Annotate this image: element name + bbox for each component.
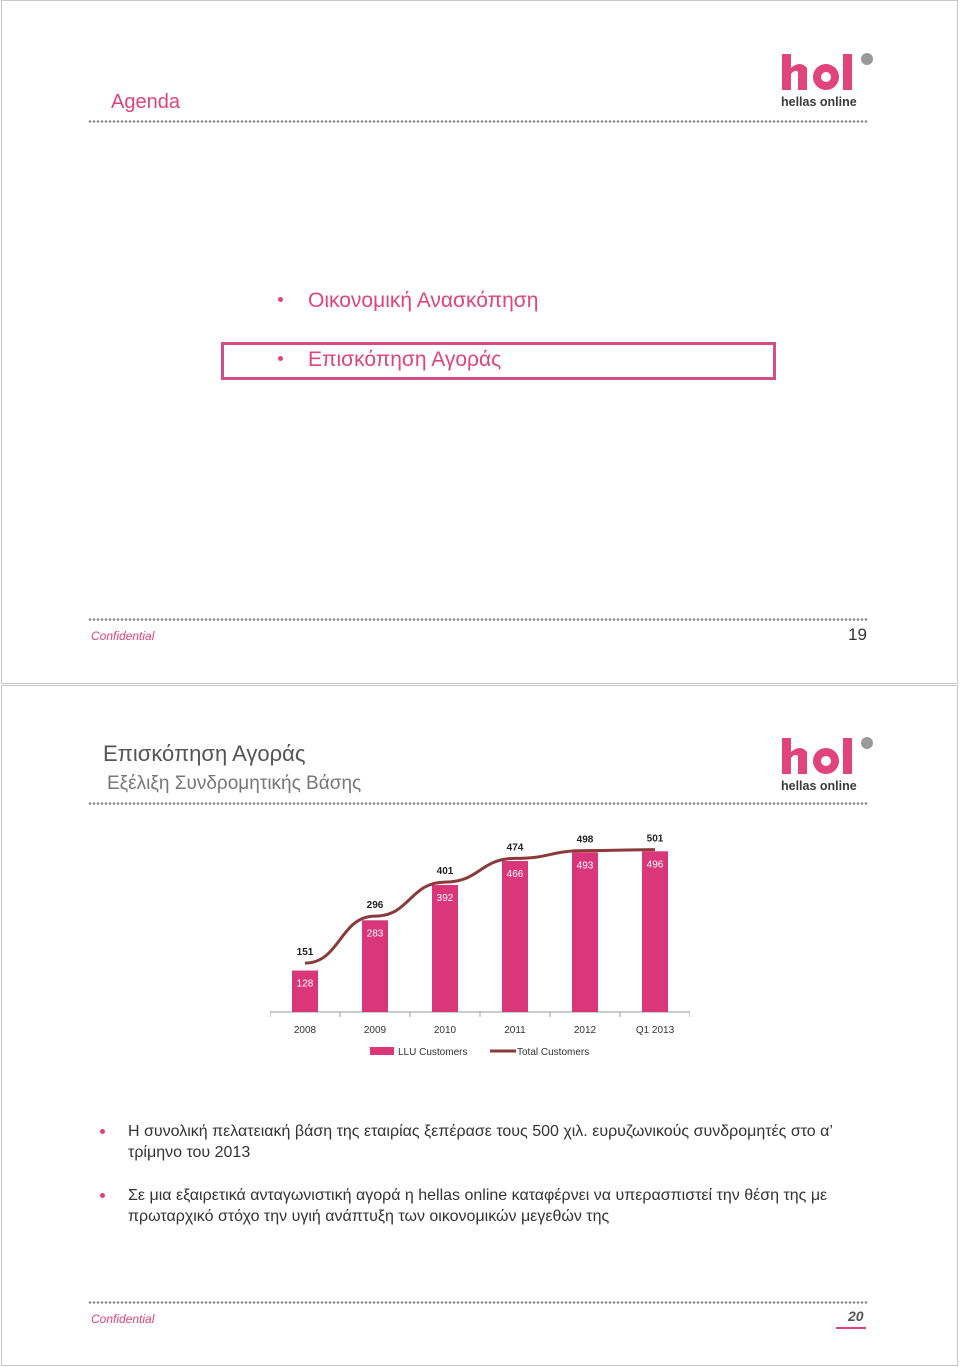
page-number: 20 [848, 1308, 864, 1324]
x-tick-label: 2009 [363, 1025, 387, 1036]
hol-logo [780, 732, 880, 796]
logo-tagline: hellas online [781, 95, 857, 109]
legend-swatch-llu [370, 1047, 394, 1055]
total-point-label: 401 [436, 866, 454, 878]
total-customers-line [305, 850, 655, 963]
total-point-label: 151 [296, 947, 314, 959]
x-tick-label: 2012 [573, 1025, 597, 1036]
legend-label-total: Total Customers [517, 1047, 590, 1058]
llu-bar [572, 852, 598, 1012]
llu-bar [292, 971, 318, 1012]
bullet-icon [278, 297, 283, 302]
llu-bar [642, 851, 668, 1012]
llu-bar-label: 283 [366, 928, 384, 940]
page-number-underline [836, 1327, 866, 1329]
bullet-icon [278, 356, 283, 361]
legend-label-llu: LLU Customers [398, 1047, 468, 1058]
x-tick-label: 2010 [433, 1025, 457, 1036]
total-point-label: 498 [576, 834, 594, 846]
llu-bar [432, 885, 458, 1012]
header-divider [88, 119, 868, 124]
x-tick-label: Q1 2013 [635, 1025, 675, 1036]
confidential-label: Confidential [91, 1312, 155, 1326]
llu-bar-label: 392 [436, 892, 454, 904]
slide-title: Επισκόπηση Αγοράς [103, 741, 306, 766]
logo-tagline: hellas online [781, 779, 857, 793]
llu-bar-label: 466 [506, 869, 524, 881]
total-point-label: 501 [646, 833, 664, 845]
page-number: 19 [848, 625, 867, 644]
x-tick-label: 2008 [293, 1025, 317, 1036]
bullet-icon [100, 1129, 105, 1134]
slide-subtitle: Εξέλιξη Συνδρομητικής Βάσης [107, 773, 362, 794]
total-point-label: 474 [506, 842, 524, 854]
total-point-label: 296 [366, 900, 384, 912]
llu-bar-label: 493 [576, 860, 594, 872]
llu-bar [502, 861, 528, 1012]
header-divider [88, 801, 868, 806]
subscriber-base-chart [270, 820, 690, 1070]
footer-divider [88, 1300, 868, 1305]
footer-divider [88, 617, 868, 622]
llu-bar-label: 496 [646, 859, 664, 871]
agenda-title: Agenda [111, 91, 180, 113]
llu-bar-label: 128 [296, 978, 314, 990]
hol-logo [780, 48, 880, 112]
bullet-icon [100, 1193, 105, 1198]
confidential-label: Confidential [91, 629, 155, 643]
x-tick-label: 2011 [504, 1025, 526, 1036]
